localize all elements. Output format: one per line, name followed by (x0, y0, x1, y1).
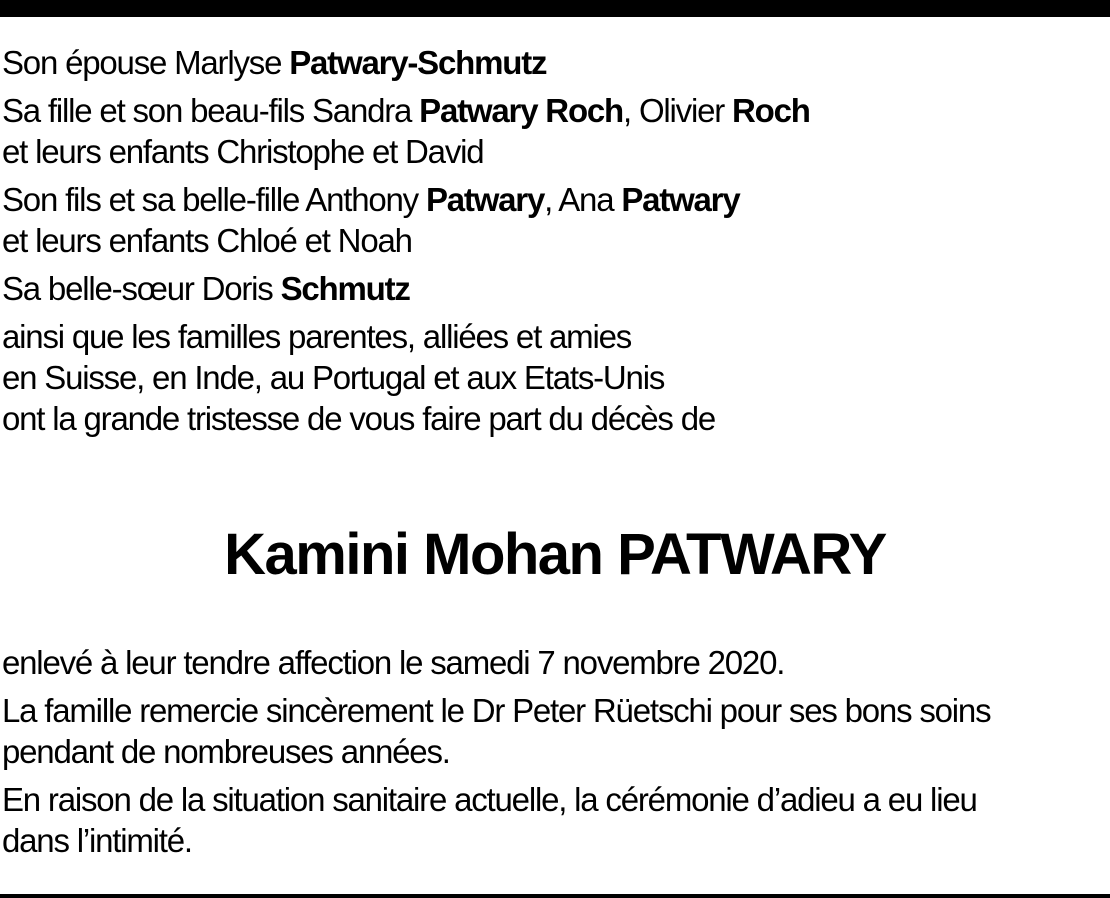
daughter-surname: Patwary Roch (419, 92, 624, 129)
others-line-3: ont la grande tristesse de vous faire part du décès de (2, 400, 716, 437)
thanks-line-1: La famille remercie sincèrement le Dr Peter Rüetschi pour ses bons soins (2, 692, 991, 729)
ceremony-line-1: En raison de la situation sanitaire actuelle, la cérémonie d’adieu a eu lieu (2, 781, 977, 818)
top-rule (0, 0, 1110, 17)
deceased-name: Kamini Mohan PATWARY (224, 522, 886, 587)
family-list (2, 42, 1108, 446)
sister-in-law-prefix: Sa belle-sœur Doris (2, 270, 281, 307)
spouse-line (2, 42, 1108, 83)
death-announcement (2, 642, 1110, 683)
daughter-middle: , Olivier (623, 92, 733, 129)
others-line-2: en Suisse, en Inde, au Portugal et aux Etats-Unis (2, 359, 665, 396)
others-line-1: ainsi que les familles parentes, alliées et amies (2, 318, 632, 355)
son-surname: Patwary (425, 181, 545, 218)
sister-in-law-surname: Schmutz (280, 270, 410, 307)
thanks-paragraph (2, 690, 1110, 772)
sister-in-law-entry (2, 268, 1108, 309)
ceremony-paragraph (2, 779, 1110, 861)
son-in-law-surname: Roch (732, 92, 810, 129)
son-prefix: Son fils et sa belle-fille Anthony (2, 181, 426, 218)
son-line (2, 179, 1108, 220)
spouse-surname: Patwary-Schmutz (289, 44, 547, 81)
daughter-prefix: Sa fille et son beau-fils Sandra (2, 92, 420, 129)
daughter-in-law-surname: Patwary (621, 181, 740, 218)
son-middle: , Ana (544, 181, 622, 218)
spouse-entry (2, 42, 1108, 83)
daughter-entry (2, 90, 1108, 172)
bottom-rule (0, 894, 1110, 898)
thanks-line-2: pendant de nombreuses années. (2, 733, 450, 770)
death-line: enlevé à leur tendre affection le samedi 7 novembre 2020. (2, 644, 785, 681)
ceremony-line-2: dans l’intimité. (2, 822, 192, 859)
daughter-children-line: et leurs enfants Christophe et David (2, 133, 484, 170)
spouse-prefix: Son épouse Marlyse (2, 44, 290, 81)
son-children-line: et leurs enfants Chloé et Noah (2, 222, 412, 259)
closing-text (2, 642, 1110, 868)
others-entry (2, 316, 1108, 439)
son-entry (2, 179, 1108, 261)
sister-in-law-line (2, 268, 1108, 309)
daughter-line (2, 90, 1108, 131)
